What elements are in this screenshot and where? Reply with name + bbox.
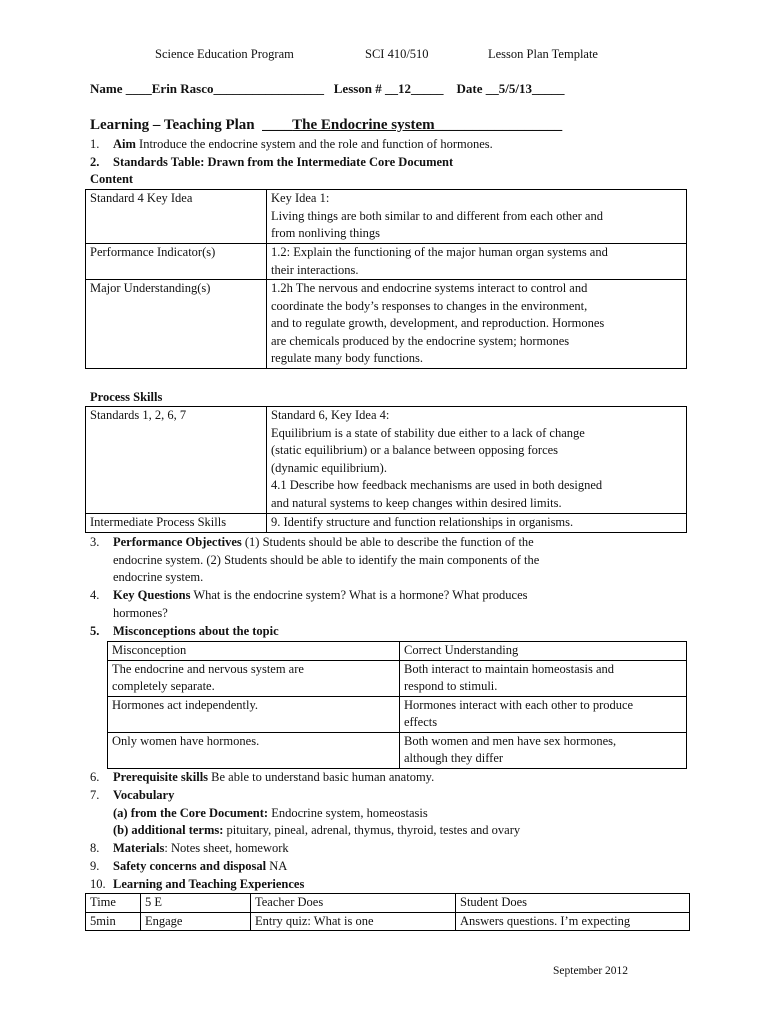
table-cell: Answers questions. I’m expecting	[456, 912, 690, 931]
name-label: Name	[90, 81, 123, 96]
plan-title: Learning – Teaching Plan ____The Endocrine system_________________	[90, 117, 563, 133]
process-label: Process Skills	[90, 390, 163, 404]
table-row	[86, 244, 687, 280]
misconceptions-heading: 5. Misconceptions about the topic	[90, 624, 279, 638]
table-row	[108, 732, 687, 768]
table-cell: Entry quiz: What is one	[251, 912, 456, 931]
experiences-table	[85, 893, 690, 931]
info-line: Name ____Erin Rasco_________________ Lesson # __12_____ Date __5/5/13_____	[90, 81, 565, 96]
table-cell: Hormones act independently.	[108, 696, 400, 732]
aim-label: Aim	[113, 137, 136, 151]
standards-item: 2. Standards Table: Drawn from the Intermediate Core Document	[90, 155, 454, 169]
safety: 9. Safety concerns and disposal NA	[90, 859, 288, 873]
table-cell: Intermediate Process Skills	[86, 514, 267, 533]
table-header: 5 E	[141, 894, 251, 913]
table-cell: 9. Identify structure and function relationships in organisms.	[267, 514, 687, 533]
table-row	[86, 280, 687, 369]
lesson-value: 12	[398, 81, 412, 96]
aim-text: Introduce the endocrine system and the role and function of hormones.	[135, 137, 493, 151]
date-value: 5/5/13	[498, 81, 533, 96]
table-cell: Major Understanding(s)	[86, 280, 267, 369]
table-header: Student Does	[456, 894, 690, 913]
table-cell: 5min	[86, 912, 141, 931]
table-row	[86, 912, 690, 931]
table-cell: Engage	[141, 912, 251, 931]
table-cell: Performance Indicator(s)	[86, 244, 267, 280]
table-cell: Standard 4 Key Idea	[86, 190, 267, 244]
process-table	[85, 406, 687, 533]
table-row	[86, 190, 687, 244]
table-row	[108, 696, 687, 732]
header-course: SCI 410/510	[365, 47, 429, 61]
standards-label: Standards Table: Drawn from the Intermediate Core Document	[113, 155, 454, 169]
table-header: Correct Understanding	[400, 642, 687, 661]
table-header: Time	[86, 894, 141, 913]
performance-objectives: 3. Performance Objectives (1) Students should be able to describe the function of the endocrine system. (2) Students should be able to identify the main components of the endocrine system.	[90, 535, 540, 584]
table-row	[86, 407, 687, 514]
header-template: Lesson Plan Template	[488, 47, 598, 61]
table-cell: Standards 1, 2, 6, 7	[86, 407, 267, 514]
prerequisite-skills: 6. Prerequisite skills Be able to understand basic human anatomy.	[90, 770, 435, 784]
table-cell: Hormones interact with each other to produce effects	[400, 696, 687, 732]
header-program: Science Education Program	[155, 47, 294, 61]
table-cell: Both women and men have sex hormones, although they differ	[400, 732, 687, 768]
footer-date: September 2012	[553, 965, 629, 977]
table-row	[86, 514, 687, 533]
table-cell: Both interact to maintain homeostasis and respond to stimuli.	[400, 660, 687, 696]
content-label: Content	[90, 172, 134, 186]
table-cell: 1.2: Explain the functioning of the major human organ systems and their interactions.	[267, 244, 687, 280]
aim-item: 1. Aim Introduce the endocrine system and the role and function of hormones.	[90, 137, 493, 151]
plan-title-label: Learning – Teaching Plan	[90, 117, 255, 133]
plan-topic: The Endocrine system	[292, 117, 435, 133]
date-label: Date	[456, 81, 483, 96]
misconceptions-table	[107, 641, 687, 769]
table-cell: The endocrine and nervous system are completely separate.	[108, 660, 400, 696]
table-row	[86, 894, 690, 913]
key-questions: 4. Key Questions What is the endocrine system? What is a hormone? What produces hormones?	[90, 588, 528, 620]
table-cell: Standard 6, Key Idea 4: Equilibrium is a state of stability due either to a lack of change (static equilibrium) or a balance between opposing forces (dynamic equilibrium). 4.1 Describe how feedback mechanisms are used in both designed and natural systems to keep changes within desired limits.	[267, 407, 687, 514]
table-row	[108, 660, 687, 696]
materials: 8. Materials: Notes sheet, homework	[90, 841, 289, 855]
vocabulary: 7. Vocabulary (a) from the Core Document: Endocrine system, homeostasis (b) additional terms: pituitary, pineal, adrenal, thymus, thyroid, testes and ovary	[90, 788, 521, 837]
lesson-label: Lesson #	[333, 81, 382, 96]
name-value: Erin Rasco	[151, 81, 214, 96]
table-header: Misconception	[108, 642, 400, 661]
table-cell: 1.2h The nervous and endocrine systems interact to control and coordinate the body’s responses to changes in the environment, and to regulate growth, development, and reproduction. Hormones are chemicals produced by the endocrine system; hormones regulate many body functions.	[267, 280, 687, 369]
table-cell: Only women have hormones.	[108, 732, 400, 768]
table-row	[108, 642, 687, 661]
table-header: Teacher Does	[251, 894, 456, 913]
experiences-heading: 10. Learning and Teaching Experiences	[90, 877, 305, 891]
content-table	[85, 189, 687, 369]
table-cell: Key Idea 1: Living things are both similar to and different from each other and from nonliving things	[267, 190, 687, 244]
